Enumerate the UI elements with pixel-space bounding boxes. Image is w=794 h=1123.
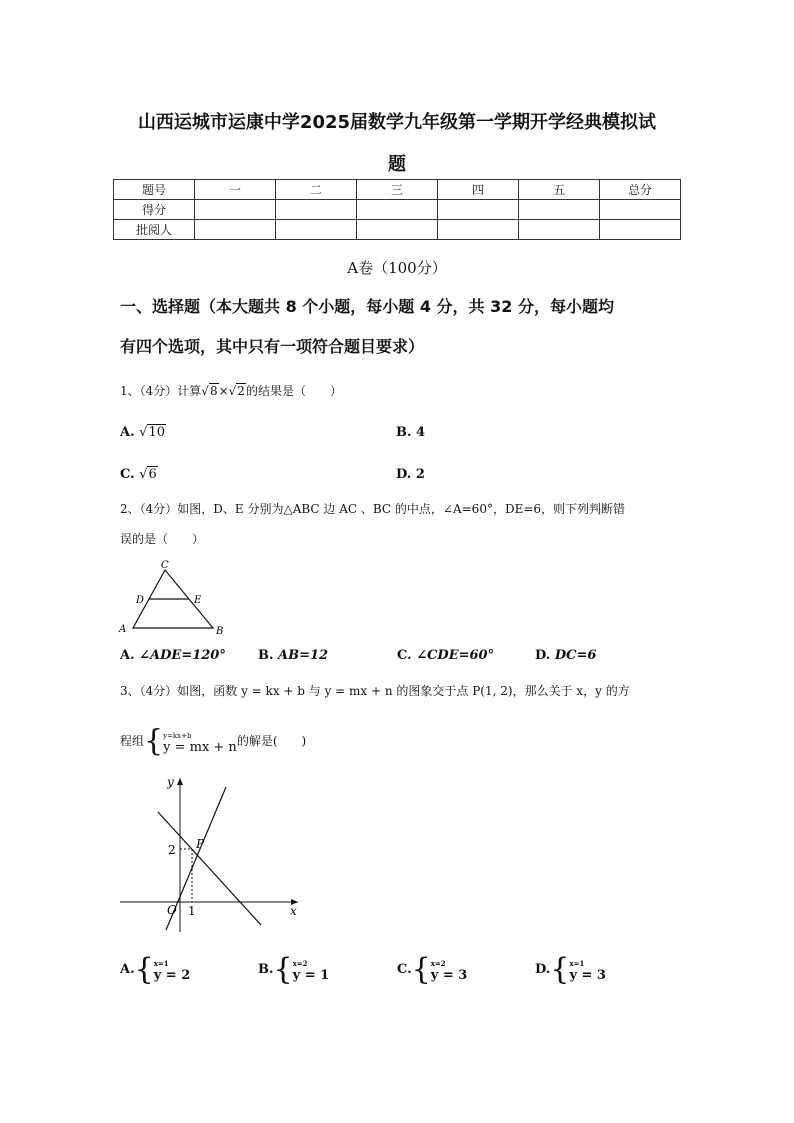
option-label: D. xyxy=(396,467,412,482)
score-table-header-row xyxy=(114,180,681,200)
option-label: B. xyxy=(258,962,274,977)
q1-radicand-a: 8 xyxy=(209,384,218,398)
label-e: E xyxy=(194,595,202,606)
score-cell xyxy=(519,200,600,220)
score-cell xyxy=(276,200,357,220)
option-value: AB=12 xyxy=(278,648,329,663)
option-label: B. xyxy=(258,648,274,663)
q1-option-a[interactable]: A. √10 xyxy=(120,425,165,440)
option-value: 4 xyxy=(416,425,426,440)
q2-option-c[interactable] xyxy=(397,648,494,663)
option-label: C. xyxy=(397,648,412,663)
option-value: 6 xyxy=(148,467,157,482)
score-table-row xyxy=(114,220,681,240)
q2-text-line: 误的是（ ） xyxy=(120,532,205,546)
option-label: D. xyxy=(535,962,551,977)
score-cell xyxy=(357,220,438,240)
score-cell xyxy=(357,200,438,220)
q3-suffix: 的解是( ) xyxy=(236,734,307,748)
option-bottom: y = 3 xyxy=(569,967,606,983)
score-header-cell: 题号 xyxy=(114,180,195,200)
q2-option-b[interactable] xyxy=(258,648,328,663)
q3-system-bottom: y = mx + n xyxy=(163,739,237,755)
q1-option-d[interactable] xyxy=(396,467,425,482)
q3-option-a[interactable]: A.{ x=1 y = 2 xyxy=(120,952,191,987)
option-bottom: y = 2 xyxy=(153,967,191,983)
q2-option-d[interactable] xyxy=(535,648,596,663)
label-c: C xyxy=(161,560,169,571)
label-origin: O xyxy=(167,903,177,917)
section-heading-line: 一、选择题（本大题共 8 个小题，每小题 4 分，共 32 分，每小题均 xyxy=(120,297,614,316)
option-label: C. xyxy=(120,467,135,482)
score-row-label: 批阅人 xyxy=(114,220,195,240)
label-x: x xyxy=(290,904,297,918)
paper-label: A卷（100分） xyxy=(347,259,447,277)
label-one: 1 xyxy=(188,904,196,918)
score-cell xyxy=(438,220,519,240)
score-table xyxy=(113,179,681,240)
score-header-cell: 一 xyxy=(195,180,276,200)
label-y: y xyxy=(167,775,174,789)
score-header-cell: 二 xyxy=(276,180,357,200)
q3-system-top: y=kx+b xyxy=(163,731,192,740)
score-cell xyxy=(195,220,276,240)
question-3-stem xyxy=(120,676,680,706)
question-3-system: 程组{ y=kx+b y = mx + n 的解是( ) xyxy=(120,723,307,759)
option-label: A. xyxy=(120,648,135,663)
option-value: 10 xyxy=(148,425,165,440)
score-cell xyxy=(195,200,276,220)
y-axis-arrow-icon xyxy=(177,778,183,785)
score-header-cell: 三 xyxy=(357,180,438,200)
option-bottom: y = 3 xyxy=(430,967,468,983)
option-label: C. xyxy=(397,962,412,977)
label-two: 2 xyxy=(168,843,176,857)
question-2-stem xyxy=(120,494,680,554)
question-1-stem: 1、（4分）计算√8×√2的结果是（ ） xyxy=(120,384,342,398)
label-d: D xyxy=(136,595,145,606)
section-heading xyxy=(120,287,680,367)
score-table-row xyxy=(114,200,681,220)
label-p: P xyxy=(196,837,205,851)
q1-suffix: 的结果是（ ） xyxy=(245,384,342,398)
q1-option-c[interactable]: C. √6 xyxy=(120,467,157,482)
q2-option-a[interactable] xyxy=(120,648,226,663)
score-header-cell: 四 xyxy=(438,180,519,200)
score-row-label: 得分 xyxy=(114,200,195,220)
page-title-continued: 题 xyxy=(388,154,406,175)
option-top: x=2 xyxy=(430,958,446,968)
function-graph xyxy=(118,772,308,937)
q3-prefix: 程组 xyxy=(120,734,145,748)
label-b: B xyxy=(216,626,224,636)
q3-option-c[interactable]: C.{ x=2 y = 3 xyxy=(397,952,468,987)
q3-option-b[interactable]: B.{ x=2 y = 1 xyxy=(258,952,330,987)
option-label: D. xyxy=(535,648,551,663)
q1-times: × xyxy=(218,384,229,398)
score-cell xyxy=(600,200,681,220)
q3-text-line: 3、（4分）如图，函数 y = kx + b 与 y = mx + n 的图象交于点 P(1, 2)，那么关于 x，y 的方 xyxy=(120,684,630,698)
q2-text-line: 2、（4分）如图，D、E 分别为△ABC 边 AC 、BC 的中点，∠A=60°，DE=6，则下列判断错 xyxy=(120,502,626,516)
option-value: 2 xyxy=(415,467,425,482)
score-cell xyxy=(519,220,600,240)
label-a: A xyxy=(119,624,127,635)
option-bottom: y = 1 xyxy=(292,967,330,983)
score-header-cell: 总分 xyxy=(600,180,681,200)
section-heading-line: 有四个选项，其中只有一项符合题目要求） xyxy=(120,337,425,356)
score-cell xyxy=(276,220,357,240)
q1-prefix: 1、（4分）计算 xyxy=(120,384,202,398)
score-header-cell: 五 xyxy=(519,180,600,200)
option-top: x=1 xyxy=(153,958,169,968)
q1-radicand-b: 2 xyxy=(237,384,245,398)
page-title: 山西运城市运康中学2025届数学九年级第一学期开学经典模拟试 xyxy=(137,112,657,133)
q1-option-b[interactable] xyxy=(396,425,425,440)
q3-option-d[interactable]: D.{ x=1 y = 3 xyxy=(535,952,606,987)
score-cell xyxy=(438,200,519,220)
triangle-figure xyxy=(115,558,230,636)
option-value: ∠ADE=120° xyxy=(139,648,226,663)
option-top: x=1 xyxy=(569,958,585,968)
option-top: x=2 xyxy=(292,958,308,968)
option-label: A. xyxy=(120,425,135,440)
option-label: B. xyxy=(396,425,412,440)
option-value: ∠CDE=60° xyxy=(416,648,495,663)
option-value: DC=6 xyxy=(554,648,597,663)
score-cell xyxy=(600,220,681,240)
option-label: A. xyxy=(120,962,135,977)
